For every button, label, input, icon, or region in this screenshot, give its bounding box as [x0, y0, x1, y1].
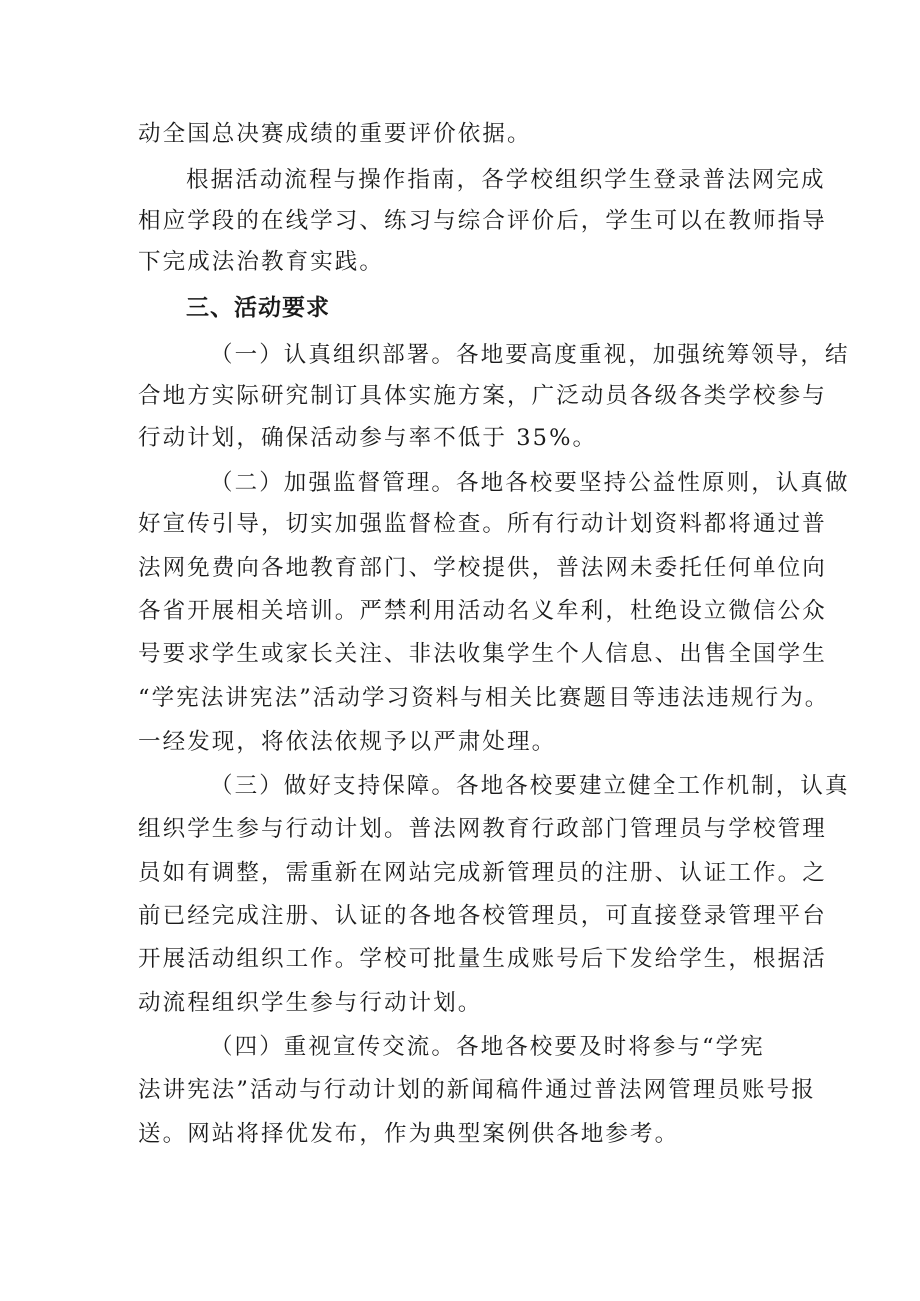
paragraph-line: 送。网站将择优发布，作为典型案例供各地参考。 [138, 1121, 680, 1147]
paragraph-line: 好宣传引导，切实加强监督检查。所有行动计划资料都将通过普 [138, 511, 827, 537]
paragraph-line: 号要求学生或家长关注、非法收集学生个人信息、出售全国学生 [138, 641, 827, 667]
paragraph-line: 法讲宪法”活动与行动计划的新闻稿件通过普法网管理员账号报 [138, 1077, 816, 1103]
paragraph-line: （二）加强监督管理。各地各校要坚持公益性原则，认真做 [210, 470, 850, 496]
paragraph-line: “学宪法讲宪法”活动学习资料与相关比赛题目等违法违规行为。 [138, 685, 830, 711]
paragraph-line: 开展活动组织工作。学校可批量生成账号后下发给学生，根据活 [138, 946, 827, 972]
paragraph-line: 动全国总决赛成绩的重要评价依据。 [138, 121, 532, 147]
paragraph-line: 前已经完成注册、认证的各地各校管理员，可直接登录管理平台 [138, 903, 827, 929]
paragraph-line: 相应学段的在线学习、练习与综合评价后，学生可以在教师指导 [138, 208, 827, 234]
section-heading: 三、活动要求 [186, 295, 330, 321]
paragraph-line: （三）做好支持保障。各地各校要建立健全工作机制，认真 [210, 773, 850, 799]
paragraph-line: 行动计划，确保活动参与率不低于 35%。 [138, 425, 598, 451]
paragraph-line: 员如有调整，需重新在网站完成新管理员的注册、认证工作。之 [138, 860, 827, 886]
paragraph-line: 法网免费向各地教育部门、学校提供，普法网未委托任何单位向 [138, 555, 827, 581]
paragraph-line: （四）重视宣传交流。各地各校要及时将参与“学宪 [210, 1034, 765, 1060]
paragraph-line: 下完成法治教育实践。 [138, 249, 385, 275]
paragraph-line: 组织学生参与行动计划。普法网教育行政部门管理员与学校管理 [138, 816, 827, 842]
paragraph-line: 各省开展相关培训。严禁利用活动名义牟利，杜绝设立微信公众 [138, 598, 827, 624]
paragraph-line: （一）认真组织部署。各地要高度重视，加强统筹领导，结 [210, 342, 850, 368]
paragraph-line: 一经发现，将依法依规予以严肃处理。 [138, 729, 557, 755]
paragraph-line: 合地方实际研究制订具体实施方案，广泛动员各级各类学校参与 [138, 383, 827, 409]
paragraph-line: 根据活动流程与操作指南，各学校组织学生登录普法网完成 [186, 167, 826, 193]
paragraph-line: 动流程组织学生参与行动计划。 [138, 990, 483, 1016]
